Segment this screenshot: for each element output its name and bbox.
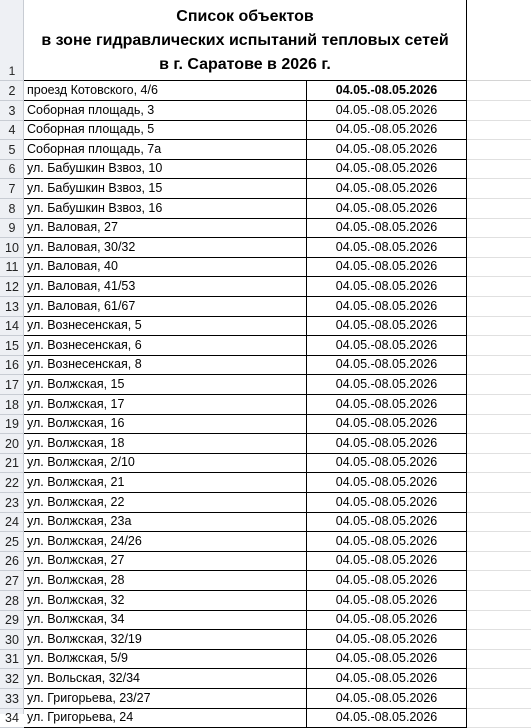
address-cell[interactable]: проезд Котовского, 4/6 <box>24 81 307 101</box>
address-cell[interactable]: ул. Бабушкин Взвоз, 15 <box>24 179 307 199</box>
empty-cell[interactable] <box>467 395 531 415</box>
address-cell[interactable]: ул. Бабушкин Взвоз, 16 <box>24 199 307 219</box>
row-number[interactable]: 2 <box>0 81 24 101</box>
row-number[interactable]: 29 <box>0 610 24 630</box>
row-number[interactable]: 5 <box>0 140 24 160</box>
row-number[interactable]: 9 <box>0 218 24 238</box>
address-cell[interactable]: ул. Валовая, 30/32 <box>24 238 307 258</box>
empty-cell[interactable] <box>467 120 531 140</box>
empty-cell[interactable] <box>467 669 531 689</box>
row-number[interactable]: 20 <box>0 434 24 454</box>
table-row <box>0 551 531 571</box>
period-cell[interactable]: 04.05.-08.05.2026 <box>307 179 467 199</box>
title-line: в г. Саратове в 2026 г. <box>159 56 331 73</box>
address-cell[interactable]: Соборная площадь, 7а <box>24 140 307 160</box>
row-number[interactable]: 8 <box>0 199 24 219</box>
table-row <box>0 316 531 336</box>
period-cell[interactable]: 04.05.-08.05.2026 <box>307 414 467 434</box>
table-row <box>0 336 531 356</box>
table-row <box>0 669 531 689</box>
period-cell[interactable]: 04.05.-08.05.2026 <box>307 689 467 709</box>
empty-cell[interactable] <box>467 0 531 81</box>
table-row <box>0 571 531 591</box>
row-number[interactable]: 26 <box>0 551 24 571</box>
row-number[interactable]: 34 <box>0 708 24 728</box>
address-cell[interactable]: ул. Григорьева, 24 <box>24 708 307 728</box>
address-cell[interactable]: ул. Валовая, 27 <box>24 218 307 238</box>
period-cell[interactable]: 04.05.-08.05.2026 <box>307 336 467 356</box>
address-cell[interactable]: ул. Бабушкин Взвоз, 10 <box>24 159 307 179</box>
table-row <box>0 630 531 650</box>
address-cell[interactable]: ул. Вознесенская, 6 <box>24 336 307 356</box>
address-cell[interactable]: Соборная площадь, 5 <box>24 120 307 140</box>
period-cell[interactable]: 04.05.-08.05.2026 <box>307 238 467 258</box>
address-cell[interactable]: ул. Волжская, 32 <box>24 591 307 611</box>
table-row <box>0 610 531 630</box>
table-row <box>0 512 531 532</box>
table-row <box>0 238 531 258</box>
table-row <box>0 257 531 277</box>
period-cell[interactable]: 04.05.-08.05.2026 <box>307 708 467 728</box>
address-cell[interactable]: ул. Волжская, 17 <box>24 395 307 415</box>
table-row <box>0 277 531 297</box>
address-cell[interactable]: ул. Волжская, 21 <box>24 473 307 493</box>
empty-cell[interactable] <box>467 493 531 513</box>
empty-cell[interactable] <box>467 591 531 611</box>
period-cell[interactable]: 04.05.-08.05.2026 <box>307 630 467 650</box>
period-cell[interactable]: 04.05.-08.05.2026 <box>307 669 467 689</box>
period-cell[interactable]: 04.05.-08.05.2026 <box>307 140 467 160</box>
row-number[interactable]: 10 <box>0 238 24 258</box>
period-cell[interactable]: 04.05.-08.05.2026 <box>307 434 467 454</box>
period-cell[interactable]: 04.05.-08.05.2026 <box>307 395 467 415</box>
empty-cell[interactable] <box>467 473 531 493</box>
address-cell[interactable]: ул. Волжская, 15 <box>24 375 307 395</box>
table-row <box>0 199 531 219</box>
address-cell[interactable]: ул. Григорьева, 23/27 <box>24 689 307 709</box>
empty-cell[interactable] <box>467 434 531 454</box>
empty-cell[interactable] <box>467 512 531 532</box>
empty-cell[interactable] <box>467 159 531 179</box>
table-row <box>0 81 531 101</box>
row-number[interactable]: 3 <box>0 101 24 121</box>
row-number[interactable]: 18 <box>0 395 24 415</box>
row-number[interactable]: 14 <box>0 316 24 336</box>
row-number[interactable]: 33 <box>0 689 24 709</box>
empty-cell[interactable] <box>467 610 531 630</box>
period-cell[interactable]: 04.05.-08.05.2026 <box>307 297 467 317</box>
row-number[interactable]: 1 <box>0 0 24 81</box>
row-number[interactable]: 25 <box>0 532 24 552</box>
address-cell[interactable]: ул. Волжская, 16 <box>24 414 307 434</box>
empty-cell[interactable] <box>467 81 531 101</box>
empty-cell[interactable] <box>467 375 531 395</box>
table-row <box>0 101 531 121</box>
row-number[interactable]: 27 <box>0 571 24 591</box>
empty-cell[interactable] <box>467 649 531 669</box>
address-cell[interactable]: ул. Вольская, 32/34 <box>24 669 307 689</box>
address-cell[interactable]: ул. Валовая, 40 <box>24 257 307 277</box>
table-row <box>0 493 531 513</box>
empty-cell[interactable] <box>467 179 531 199</box>
period-cell[interactable]: 04.05.-08.05.2026 <box>307 532 467 552</box>
address-cell[interactable]: ул. Волжская, 5/9 <box>24 649 307 669</box>
address-cell[interactable]: ул. Волжская, 24/26 <box>24 532 307 552</box>
row-number[interactable]: 6 <box>0 159 24 179</box>
row-number[interactable]: 30 <box>0 630 24 650</box>
address-cell[interactable]: ул. Волжская, 28 <box>24 571 307 591</box>
row-number[interactable]: 21 <box>0 453 24 473</box>
table-row <box>0 179 531 199</box>
address-cell[interactable]: Соборная площадь, 3 <box>24 101 307 121</box>
period-cell[interactable]: 04.05.-08.05.2026 <box>307 101 467 121</box>
row-number[interactable]: 17 <box>0 375 24 395</box>
empty-cell[interactable] <box>467 277 531 297</box>
address-cell[interactable]: ул. Волжская, 27 <box>24 551 307 571</box>
period-cell[interactable]: 04.05.-08.05.2026 <box>307 199 467 219</box>
table-row <box>0 297 531 317</box>
address-cell[interactable]: ул. Волжская, 23а <box>24 512 307 532</box>
title-row <box>0 0 531 81</box>
row-number[interactable]: 31 <box>0 649 24 669</box>
table-row <box>0 355 531 375</box>
row-number[interactable]: 12 <box>0 277 24 297</box>
empty-cell[interactable] <box>467 532 531 552</box>
table-row <box>0 395 531 415</box>
table-row <box>0 218 531 238</box>
empty-cell[interactable] <box>467 238 531 258</box>
period-cell[interactable]: 04.05.-08.05.2026 <box>307 257 467 277</box>
table-row <box>0 453 531 473</box>
empty-cell[interactable] <box>467 551 531 571</box>
address-cell[interactable]: ул. Валовая, 41/53 <box>24 277 307 297</box>
period-cell[interactable]: 04.05.-08.05.2026 <box>307 453 467 473</box>
row-number[interactable]: 7 <box>0 179 24 199</box>
period-cell[interactable]: 04.05.-08.05.2026 <box>307 375 467 395</box>
empty-cell[interactable] <box>467 336 531 356</box>
period-cell[interactable]: 04.05.-08.05.2026 <box>307 610 467 630</box>
table-row <box>0 375 531 395</box>
period-cell[interactable]: 04.05.-08.05.2026 <box>307 551 467 571</box>
period-cell[interactable]: 04.05.-08.05.2026 <box>307 473 467 493</box>
address-cell[interactable]: ул. Волжская, 18 <box>24 434 307 454</box>
title-line: в зоне гидравлических испытаний тепловых сетей <box>41 32 449 49</box>
row-number[interactable]: 32 <box>0 669 24 689</box>
table-row <box>0 434 531 454</box>
period-cell[interactable]: 04.05.-08.05.2026 <box>307 218 467 238</box>
address-cell[interactable]: ул. Вознесенская, 8 <box>24 355 307 375</box>
table-row <box>0 159 531 179</box>
table-row <box>0 414 531 434</box>
table-row <box>0 689 531 709</box>
row-number[interactable]: 15 <box>0 336 24 356</box>
table-row <box>0 591 531 611</box>
period-cell[interactable]: 04.05.-08.05.2026 <box>307 512 467 532</box>
address-cell[interactable]: ул. Волжская, 2/10 <box>24 453 307 473</box>
table-row <box>0 649 531 669</box>
period-cell[interactable]: 04.05.-08.05.2026 <box>307 493 467 513</box>
empty-cell[interactable] <box>467 453 531 473</box>
row-number[interactable]: 23 <box>0 493 24 513</box>
title-line: Список объектов <box>176 8 314 25</box>
address-cell[interactable]: ул. Валовая, 61/67 <box>24 297 307 317</box>
empty-cell[interactable] <box>467 199 531 219</box>
table-row <box>0 473 531 493</box>
row-number[interactable]: 4 <box>0 120 24 140</box>
table-row <box>0 120 531 140</box>
row-number[interactable]: 22 <box>0 473 24 493</box>
row-number[interactable]: 24 <box>0 512 24 532</box>
row-number[interactable]: 13 <box>0 297 24 317</box>
period-cell[interactable]: 04.05.-08.05.2026 <box>307 81 467 101</box>
empty-cell[interactable] <box>467 316 531 336</box>
row-number[interactable]: 28 <box>0 591 24 611</box>
row-number[interactable]: 19 <box>0 414 24 434</box>
address-cell[interactable]: ул. Волжская, 32/19 <box>24 630 307 650</box>
period-cell[interactable]: 04.05.-08.05.2026 <box>307 316 467 336</box>
address-cell[interactable]: ул. Волжская, 22 <box>24 493 307 513</box>
period-cell[interactable]: 04.05.-08.05.2026 <box>307 277 467 297</box>
empty-cell[interactable] <box>467 630 531 650</box>
period-cell[interactable]: 04.05.-08.05.2026 <box>307 159 467 179</box>
empty-cell[interactable] <box>467 257 531 277</box>
row-number[interactable]: 11 <box>0 257 24 277</box>
empty-cell[interactable] <box>467 689 531 709</box>
period-cell[interactable]: 04.05.-08.05.2026 <box>307 591 467 611</box>
table-row <box>0 140 531 160</box>
address-cell[interactable]: ул. Вознесенская, 5 <box>24 316 307 336</box>
table-row <box>0 532 531 552</box>
empty-cell[interactable] <box>467 140 531 160</box>
period-cell[interactable]: 04.05.-08.05.2026 <box>307 571 467 591</box>
period-cell[interactable]: 04.05.-08.05.2026 <box>307 120 467 140</box>
empty-cell[interactable] <box>467 355 531 375</box>
row-number[interactable]: 16 <box>0 355 24 375</box>
address-cell[interactable]: ул. Волжская, 34 <box>24 610 307 630</box>
empty-cell[interactable] <box>467 297 531 317</box>
empty-cell[interactable] <box>467 571 531 591</box>
empty-cell[interactable] <box>467 708 531 728</box>
period-cell[interactable]: 04.05.-08.05.2026 <box>307 355 467 375</box>
empty-cell[interactable] <box>467 414 531 434</box>
period-cell[interactable]: 04.05.-08.05.2026 <box>307 649 467 669</box>
sheet-title-cell[interactable] <box>24 0 467 81</box>
empty-cell[interactable] <box>467 101 531 121</box>
table-row <box>0 708 531 728</box>
empty-cell[interactable] <box>467 218 531 238</box>
